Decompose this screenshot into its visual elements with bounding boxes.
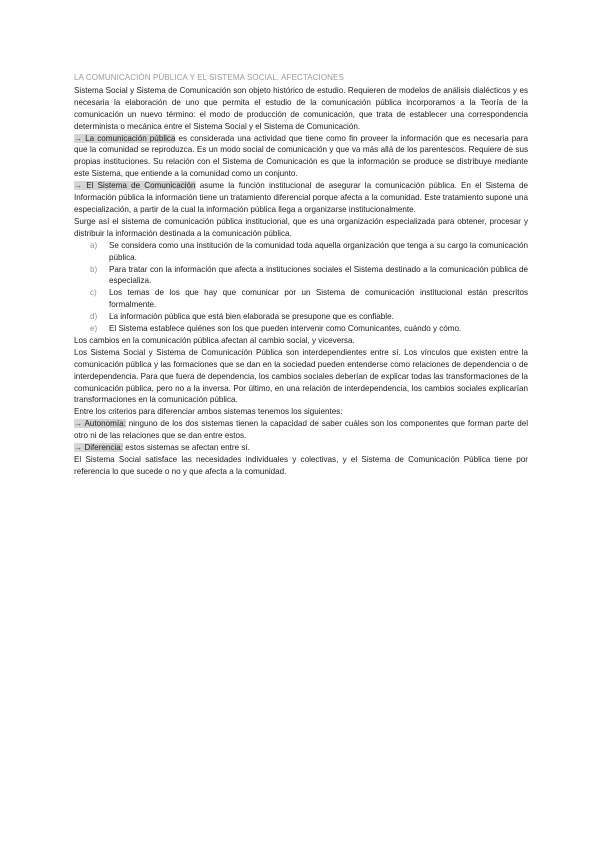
paragraph-diferencia	[74, 442, 528, 454]
document-body	[74, 72, 528, 478]
paragraph-criterios: Entre los criterios para diferenciar ambos sistemas tenemos los siguientes:	[74, 407, 343, 417]
term-diferencia: Diferencia:	[84, 443, 124, 453]
paragraph-intro: Sistema Social y Sistema de Comunicación son objeto histórico de estudio. Requieren de modelos de análisis dialécticos y es necesaria la elaboración de uno que permita el estudio de la comunicación pública incorporamos a la Teoría de la comunicación un nuevo término: el modo de producción de comunicación, que trata de establecer una correspondencia determinista o mecánica entre el Sistema Social y el Sistema de Comunicación.	[74, 85, 528, 131]
arrow-icon: →	[74, 181, 83, 191]
paragraph-interdependencia: Los Sistema Social y Sistema de Comunicación Pública son interdependientes entre sí. Los vínculos que existen entre la comunicación pública y las formaciones que se dan en la sociedad pueden entenderse como relaciones de dependencia o de interdependencia. Para que fuera de dependencia, los cambios sociales deberían de explicar todas las transformaciones de la comunicación pública, pero no a la inversa. Por último, en una relación de interdependencia, los cambios sociales explicarían transformaciones en la comunicación pública.	[74, 347, 528, 405]
list-marker: e)	[90, 324, 98, 334]
list-marker: b)	[90, 264, 98, 274]
list-item	[74, 264, 528, 288]
arrow-icon: →	[74, 443, 83, 453]
highlighted-term	[74, 419, 126, 428]
paragraph-text: ninguno de los dos sistemas tienen la capacidad de saber cuáles son los componentes que forman parte del otro ni de las relaciones que se dan entre estos.	[74, 419, 528, 441]
list-item-text: Para tratar con la información que afecta a instituciones sociales el Sistema destinado a la comunicación pública de especializa.	[109, 264, 528, 286]
paragraph-text: es considerada una actividad que tiene como fin proveer la información que es necesaria para que la comunidad se reproduzca. Es un modo social de comunicación y que va más allá de los parentescos. Requiere de sus propias instituciones. Su relación con el Sistema de Comunicación es que la información se produce se distribuye mediante este Sistema, que entiende a la comunidad como un conjunto.	[74, 133, 528, 179]
highlighted-term	[74, 181, 196, 190]
list-item-text: El Sistema establece quiénes son los que pueden intervenir como Comunicantes, cuándo y cómo.	[109, 324, 462, 334]
highlighted-term	[74, 134, 175, 143]
arrow-icon: →	[74, 133, 83, 143]
page-title: LA COMUNICACIÓN PÚBLICA Y EL SISTEMA SOCIAL. AFECTACIONES	[74, 73, 344, 82]
list-item	[74, 240, 528, 264]
paragraph-cambios: Los cambios en la comunicación pública afectan al cambio social, y viceversa.	[74, 335, 355, 345]
list-item-text: Los temas de los que hay que comunicar por un Sistema de comunicación institucional están prescritos formalmente.	[109, 288, 528, 310]
paragraph-conclusion: El Sistema Social satisface las necesidades individuales y colectivas, y el Sistema de Comunicación Pública tiene por referencia lo que sucede o no y que afecta a la comunidad.	[74, 455, 528, 476]
list-item-text: Se considera como una institución de la comunidad toda aquella organización que tenga a su cargo la comunicación pública.	[109, 240, 528, 262]
list-item-text: La información pública que está bien elaborada se presupone que es confiable.	[109, 312, 394, 322]
list-marker: d)	[90, 312, 98, 322]
list-item	[74, 323, 528, 335]
paragraph-surge: Surge así el sistema de comunicación pública institucional, que es una organización especializada para obtener, procesar y distribuir la información destinada a la comunicación pública.	[74, 216, 528, 238]
highlighted-term	[74, 443, 123, 452]
list-marker: c)	[90, 288, 97, 298]
paragraph-sistema-comunicacion	[74, 180, 528, 216]
list-marker: a)	[90, 240, 98, 250]
paragraph-comunicacion-publica	[74, 133, 528, 181]
paragraph-text: asume la función institucional de asegurar la comunicación pública. En el Sistema de Información pública la información tiene un tratamiento diferencial porque afecta a la comunidad. Este tratamiento supone una especialización, a partir de la cual la información pública llega a organizarse institucionalmente.	[74, 181, 529, 214]
arrow-icon: →	[74, 419, 83, 429]
paragraph-autonomia	[74, 418, 528, 442]
list-item	[74, 311, 528, 323]
list-item	[74, 287, 528, 311]
term-autonomia: Autonomía:	[84, 419, 126, 429]
paragraph-text: estos sistemas se afectan entre sí.	[123, 443, 250, 453]
term-comunicacion-publica: La comunicación pública	[85, 133, 176, 143]
criteria-list	[74, 240, 528, 335]
term-sistema-comunicacion: El Sistema de Comunicación	[86, 181, 196, 191]
